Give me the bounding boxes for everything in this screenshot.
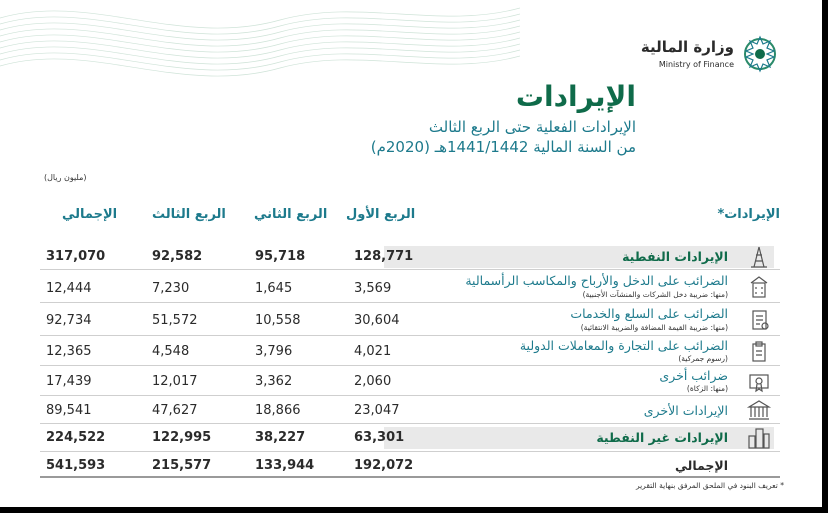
cell-q3: 12,017 [152, 374, 198, 389]
cell-total: 224,522 [46, 430, 106, 445]
row-note: (رسوم جمركية) [678, 354, 728, 363]
row-label: الإيرادات النفطية [622, 249, 728, 264]
row-label: الضرائب على السلع والخدمات [570, 306, 728, 321]
cell-q2: 18,866 [255, 403, 301, 418]
unit-label: (مليون ريال) [44, 173, 87, 182]
subtitle-line-2: من السنة المالية 1441/1442هـ (2020م) [370, 138, 636, 156]
cell-q1: 3,569 [354, 281, 392, 296]
cell-q1: 4,021 [354, 344, 392, 359]
cell-q3: 7,230 [152, 281, 190, 296]
cell-total: 541,593 [46, 458, 106, 473]
cell-q3: 122,995 [152, 430, 212, 445]
page-title: الإيرادات [515, 80, 636, 113]
logo-english-text: Ministry of Finance [658, 60, 734, 69]
row-label: الإيرادات الأخرى [643, 403, 728, 418]
cell-q2: 3,362 [255, 374, 293, 389]
subtitle-line-1: الإيرادات الفعلية حتى الربع الثالث [428, 118, 636, 136]
cell-total: 12,365 [46, 344, 92, 359]
cell-q2: 1,645 [255, 281, 293, 296]
cell-total: 12,444 [46, 281, 92, 296]
photo-edge-bottom [0, 507, 828, 513]
header-q1: الربع الأول [346, 207, 416, 222]
cell-total: 17,439 [46, 374, 92, 389]
table-row-goods-services-tax [40, 303, 780, 336]
ministry-emblem-icon [740, 34, 780, 74]
decorative-waves [0, 0, 520, 110]
logo-arabic-text: وزارة المالية [640, 38, 734, 56]
clipboard-icon [746, 340, 772, 364]
ministry-logo [640, 34, 780, 78]
cell-total: 89,541 [46, 403, 92, 418]
cell-q3: 4,548 [152, 344, 190, 359]
table-row-grand-total [40, 452, 780, 478]
cell-q1: 63,301 [354, 430, 405, 445]
cell-q2: 133,944 [255, 458, 315, 473]
table-row-non-oil [40, 424, 780, 452]
table-row-other-revenues [40, 396, 780, 424]
cell-q2: 10,558 [255, 313, 301, 328]
header-q2: الربع الثاني [254, 207, 328, 222]
table-row-income-tax [40, 270, 780, 303]
building-icon [746, 275, 772, 299]
cell-q3: 92,582 [152, 249, 203, 264]
cell-total: 317,070 [46, 249, 106, 264]
cell-q1: 2,060 [354, 374, 392, 389]
header-q3: الربع الثالث [152, 207, 226, 222]
row-note: (منها: ضريبة دخل الشركات والمنشآت الأجنبية) [582, 290, 728, 299]
cell-q1: 23,047 [354, 403, 400, 418]
cell-q1: 128,771 [354, 249, 414, 264]
cell-q3: 47,627 [152, 403, 198, 418]
table-row-trade-tax [40, 336, 780, 366]
cell-q1: 192,072 [354, 458, 414, 473]
row-label: الضرائب على التجارة والمعاملات الدولية [519, 338, 728, 353]
receipt-icon [746, 308, 772, 332]
cell-total: 92,734 [46, 313, 92, 328]
footnote: * تعريف البنود في الملحق المرفق بنهاية التقرير [635, 481, 784, 490]
row-label: ضرائب أخرى [659, 368, 728, 383]
cell-q1: 30,604 [354, 313, 400, 328]
bank-icon [746, 398, 772, 422]
photo-edge-right [822, 0, 828, 513]
table-row-other-taxes [40, 366, 780, 396]
cell-q2: 95,718 [255, 249, 306, 264]
row-note: (منها: ضريبة القيمة المضافة والضريبة الانتقائية) [580, 323, 728, 332]
oil-rig-icon [746, 245, 772, 269]
row-note: (منها: الزكاة) [686, 384, 728, 393]
cell-q2: 38,227 [255, 430, 306, 445]
row-label: الإيرادات غير النفطية [596, 430, 728, 445]
table-row-oil [40, 244, 780, 270]
header-revenues: الإيرادات* [717, 207, 780, 222]
row-divider [40, 476, 780, 478]
row-label: الضرائب على الدخل والأرباح والمكاسب الرأسمالية [465, 273, 728, 288]
cell-q3: 51,572 [152, 313, 198, 328]
header-total: الإجمالي [62, 207, 118, 222]
cell-q2: 3,796 [255, 344, 293, 359]
city-icon [746, 426, 772, 450]
certificate-icon [746, 370, 772, 394]
row-label: الإجمالي [674, 458, 728, 473]
cell-q3: 215,577 [152, 458, 212, 473]
